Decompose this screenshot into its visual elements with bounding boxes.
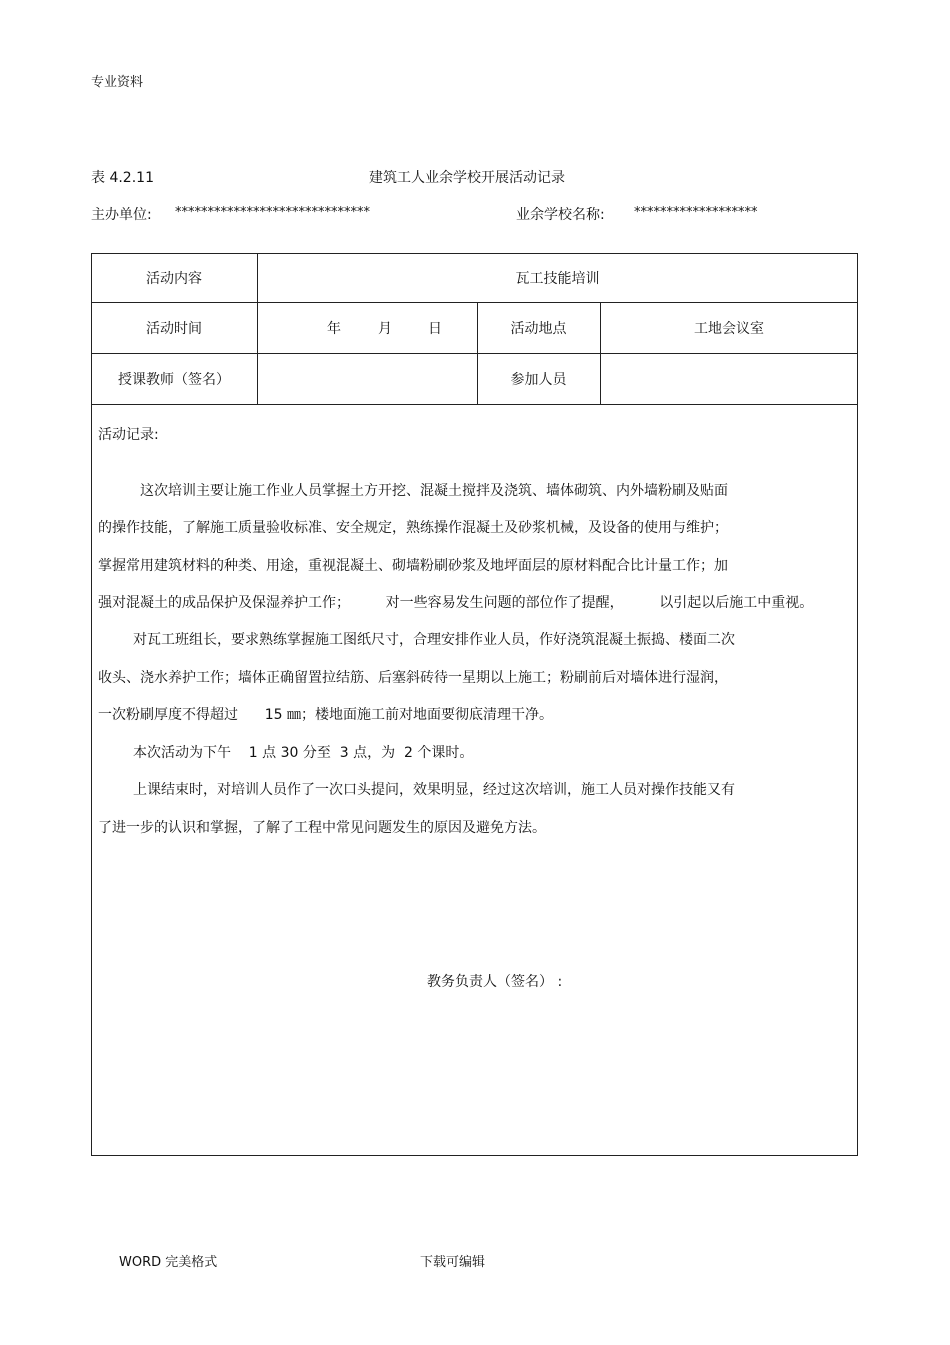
location-value: 工地会议室: [694, 320, 764, 337]
time-label: 活动时间: [146, 320, 202, 337]
host-value: ******************************: [175, 205, 370, 220]
record-label: 活动记录:: [98, 427, 159, 443]
teacher-label: 授课教师（签名）: [118, 371, 230, 388]
record-line-5: 对瓦工班组长，要求熟练掌握施工图纸尺寸，合理安排作业人员，作好浇筑混凝土振捣、楼面二次: [133, 632, 735, 648]
time-year: 年: [327, 321, 341, 337]
header-note: 专业资料: [91, 75, 144, 90]
record-line-7: 一次粉刷厚度不得超过 15 ㎜；楼地面施工前对地面要彻底清理干净。: [98, 707, 553, 723]
time-month: 月: [378, 321, 392, 337]
record-line-4: 强对混凝土的成品保护及保湿养护工作； 对一些容易发生问题的部位作了提醒， 以引起以后施工中重视。: [98, 595, 814, 611]
school-label: 业余学校名称:: [516, 207, 605, 223]
footer-left: WORD 完美格式: [119, 1255, 218, 1270]
record-line-6: 收头、浇水养护工作；墙体正确留置拉结筋、后塞斜砖待一星期以上施工；粉刷前后对墙体进行湿润，: [98, 670, 728, 686]
record-line-1: 这次培训主要让施工作业人员掌握土方开挖、混凝土搅拌及浇筑、墙体砌筑、内外墙粉刷及贴面: [140, 483, 728, 499]
time-day: 日: [428, 321, 442, 337]
school-value: *******************: [634, 205, 758, 220]
form-code: 表 4.2.11: [91, 170, 154, 186]
location-label: 活动地点: [510, 320, 567, 337]
record-line-3: 掌握常用建筑材料的种类、用途，重视混凝土、砌墙粉刷砂浆及地坪面层的原材料配合比计量工作；加: [98, 558, 728, 574]
content-label: 活动内容: [146, 270, 202, 287]
content-value: 瓦工技能培训: [515, 270, 600, 287]
record-line-2: 的操作技能，了解施工质量验收标准、安全规定，熟练操作混凝土及砂浆机械，及设备的使用与维护；: [98, 520, 728, 536]
footer-right: 下载可编辑: [420, 1255, 486, 1270]
participants-label: 参加人员: [510, 371, 567, 388]
record-line-9: 上课结束时，对培训人员作了一次口头提问，效果明显，经过这次培训，施工人员对操作技能又有: [133, 782, 735, 798]
record-line-10: 了进一步的认识和掌握，了解了工程中常见问题发生的原因及避免方法。: [98, 820, 546, 836]
signer-label: 教务负责人（签名） :: [427, 974, 563, 990]
record-line-8: 本次活动为下午 1 点 30 分至 3 点，为 2 个课时。: [133, 745, 474, 761]
host-label: 主办单位:: [91, 207, 152, 223]
row-divider-3: [91, 404, 858, 405]
form-title: 建筑工人业余学校开展活动记录: [369, 170, 565, 186]
